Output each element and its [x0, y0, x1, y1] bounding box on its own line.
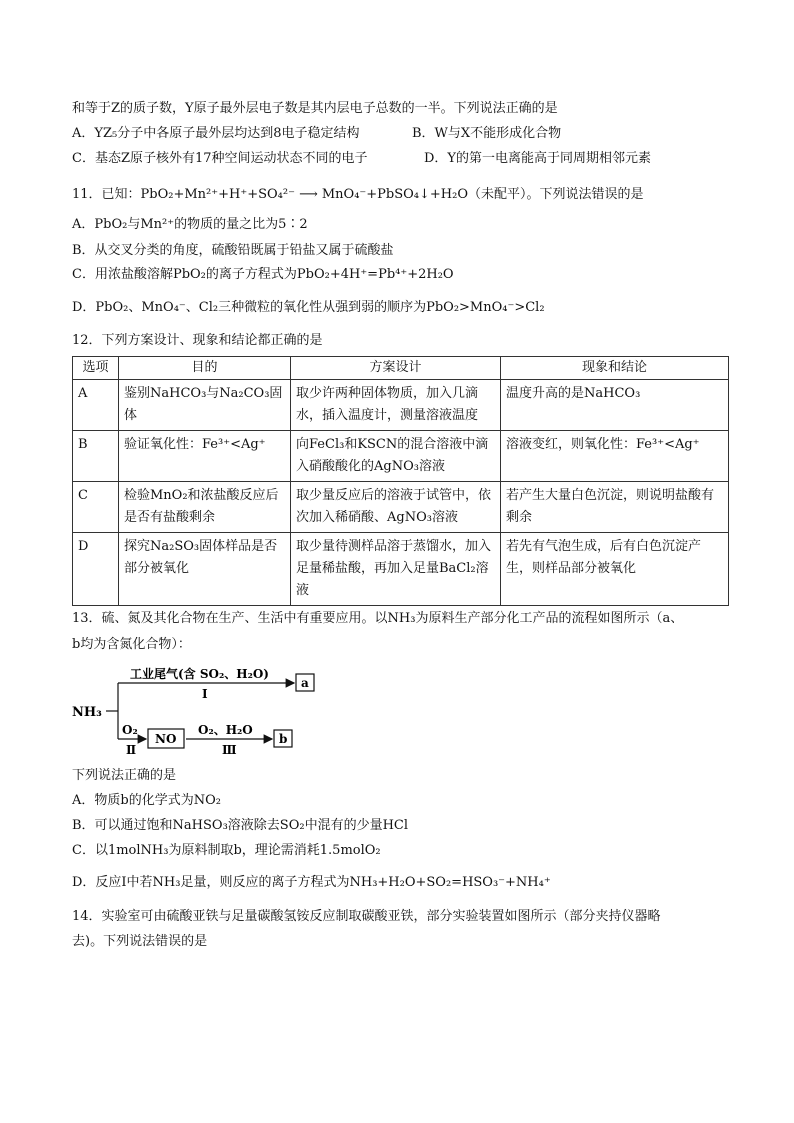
row-d-purpose: 探究Na₂SO₃固体样品是否部分被氧化: [119, 533, 291, 606]
row-b-purpose: 验证氧化性：Fe³⁺<Ag⁺: [119, 431, 291, 482]
row-b-option: B: [73, 431, 119, 482]
table-header-row: [73, 357, 729, 380]
table-row: [73, 482, 729, 533]
q14-stem-line1: 14．实验室可由硫酸亚铁与足量碳酸氢铵反应制取碳酸亚铁，部分实验装置如图所示（部分夹持仪器略: [72, 909, 661, 924]
row-c-conclusion: 若产生大量白色沉淀，则说明盐酸有剩余: [501, 482, 729, 533]
diagram-step-3: Ⅲ: [222, 743, 237, 757]
row-d-option: D: [73, 533, 119, 606]
q10-options-row2: [72, 150, 652, 168]
q10-option-c: C．基态Z原子核外有17种空间运动状态不同的电子: [72, 151, 368, 166]
q12-table: [72, 356, 729, 606]
q13-option-d: D．反应Ⅰ中若NH₃足量，则反应的离子方程式为NH₃+H₂O+SO₂=HSO₃⁻+NH₄⁺: [72, 875, 551, 890]
diagram-box-no: NO: [155, 732, 177, 746]
q10-option-a: A．YZ₅分子中各原子最外层均达到8电子稳定结构: [72, 126, 360, 141]
row-b-design: 向FeCl₃和KSCN的混合溶液中滴入硝酸酸化的AgNO₃溶液: [291, 431, 501, 482]
table-row: [73, 380, 729, 431]
table-row: [73, 533, 729, 606]
q10-stem-tail: 和等于Z的质子数，Y原子最外层电子数是其内层电子总数的一半。下列说法正确的是: [72, 101, 558, 116]
header-design: 方案设计: [291, 357, 501, 380]
q10-options-row1: [72, 125, 562, 143]
header-option: 选项: [73, 357, 119, 380]
q11-option-c: C．用浓盐酸溶解PbO₂的离子方程式为PbO₂+4H⁺=Pb⁴⁺+2H₂O: [72, 267, 454, 282]
q13-ask: 下列说法正确的是: [72, 768, 177, 783]
row-d-design: 取少量待测样品溶于蒸馏水，加入足量稀盐酸，再加入足量BaCl₂溶液: [291, 533, 501, 606]
q10-option-d: D．Y的第一电离能高于同周期相邻元素: [424, 151, 652, 166]
table-row: [73, 431, 729, 482]
q13-stem-line1: 13．硫、氮及其化合物在生产、生活中有重要应用。以NH₃为原料生产部分化工产品的流程如图所示（a、: [72, 611, 684, 626]
row-c-design: 取少量反应后的溶液于试管中，依次加入稀硝酸、AgNO₃溶液: [291, 482, 501, 533]
diagram-box-b: b: [279, 732, 288, 746]
q11-option-a: A．PbO₂与Mn²⁺的物质的量之比为5∶2: [72, 217, 308, 232]
diagram-box-a: a: [301, 676, 309, 690]
q13-stem-line2: b均为含氮化合物）：: [72, 637, 191, 652]
row-d-conclusion: 若先有气泡生成，后有白色沉淀产生，则样品部分被氧化: [501, 533, 729, 606]
q11-option-d: D．PbO₂、MnO₄⁻、Cl₂三种微粒的氧化性从强到弱的顺序为PbO₂>MnO₄⁻>Cl₂: [72, 300, 545, 315]
header-purpose: 目的: [119, 357, 291, 380]
header-conclusion: 现象和结论: [501, 357, 729, 380]
diagram-start-nh3: NH₃: [72, 705, 102, 720]
row-c-purpose: 检验MnO₂和浓盐酸反应后是否有盐酸剩余: [119, 482, 291, 533]
q13-flow-diagram: [72, 660, 332, 760]
row-b-conclusion: 溶液变红，则氧化性：Fe³⁺<Ag⁺: [501, 431, 729, 482]
q11-stem: 11．已知：PbO₂+Mn²⁺+H⁺+SO₄²⁻ ⟶ MnO₄⁻+PbSO₄↓+H₂O（未配平）。下列说法错误的是: [72, 187, 644, 202]
q12-stem: 12．下列方案设计、现象和结论都正确的是: [72, 333, 323, 348]
row-c-option: C: [73, 482, 119, 533]
row-a-design: 取少许两种固体物质，加入几滴水，插入温度计，测量溶液温度: [291, 380, 501, 431]
q14-stem-line2: 去)。下列说法错误的是: [72, 934, 208, 949]
diagram-step-2: Ⅱ: [126, 743, 137, 757]
diagram-step-1: Ⅰ: [202, 687, 208, 701]
diagram-upper-label: 工业尾气(含 SO₂、H₂O): [130, 667, 269, 681]
diagram-label-o2: O₂: [122, 723, 138, 737]
q13-option-b: B．可以通过饱和NaHSO₃溶液除去SO₂中混有的少量HCl: [72, 818, 409, 833]
q13-option-c: C．以1molNH₃为原料制取b，理论需消耗1.5molO₂: [72, 843, 381, 858]
diagram-label-o2-h2o: O₂、H₂O: [198, 723, 253, 737]
row-a-option: A: [73, 380, 119, 431]
row-a-conclusion: 温度升高的是NaHCO₃: [501, 380, 729, 431]
q10-option-b: B．W与X不能形成化合物: [412, 126, 562, 141]
q11-option-b: B．从交叉分类的角度，硫酸铅既属于铅盐又属于硫酸盐: [72, 243, 394, 258]
q13-option-a: A．物质b的化学式为NO₂: [72, 793, 221, 808]
row-a-purpose: 鉴别NaHCO₃与Na₂CO₃固体: [119, 380, 291, 431]
